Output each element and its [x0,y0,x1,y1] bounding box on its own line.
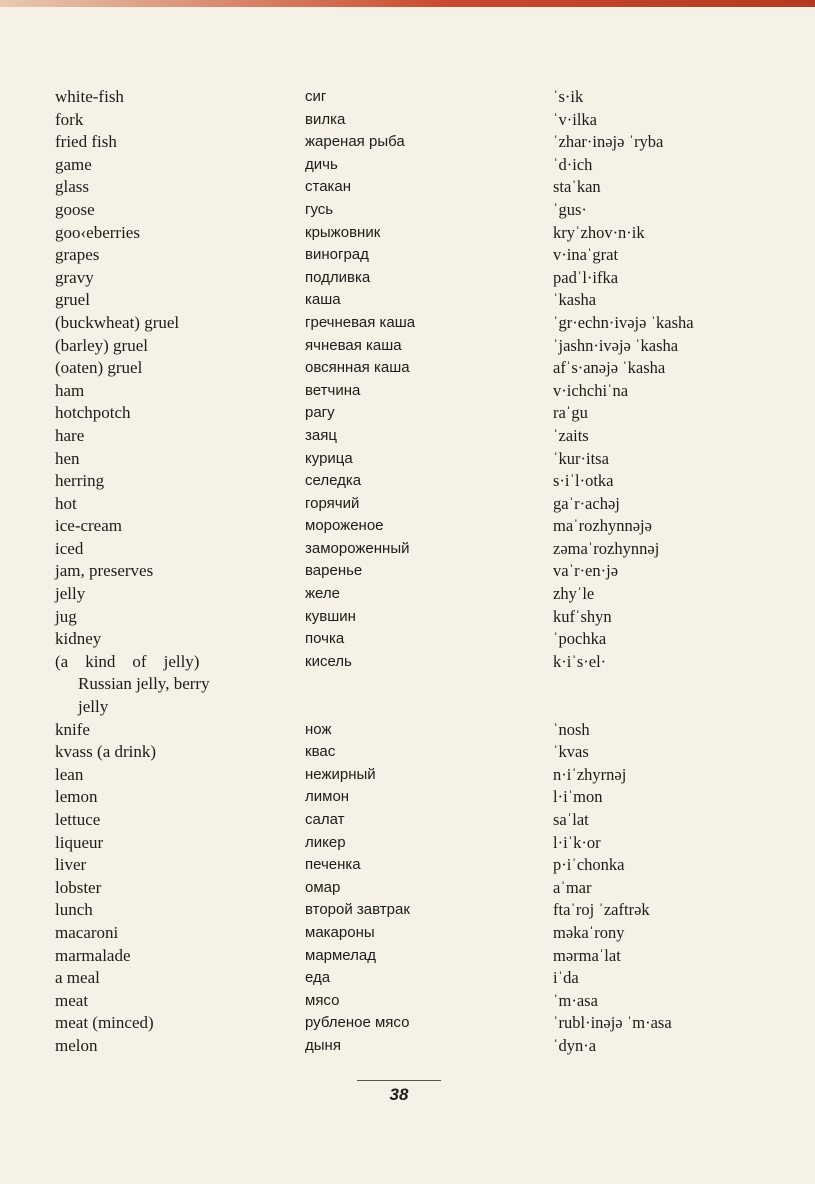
english-word: macaroni [55,922,119,942]
russian-word: гречневая каша [305,313,416,331]
russian-word: курица [305,449,353,467]
transliteration: məkaˈrony [553,922,625,942]
english-word: hot [55,493,77,513]
transliteration: iˈda [553,968,579,988]
english-word: jam, preserves [55,561,154,581]
english-word: jug [55,606,77,626]
english-word: ice-cream [55,516,122,536]
russian-word: мармелад [305,946,377,964]
english-word: marmalade [55,945,131,965]
russian-word: стакан [305,178,352,196]
transliteration: ˈzhar·inəjə ˈryba [553,132,664,152]
english-word: kvass (a drink) [55,742,157,762]
entry-row [0,990,815,1013]
russian-word: мясо [305,991,340,1009]
english-word: melon [55,1035,98,1055]
transliteration: l·iˈmon [553,787,603,807]
entry-row [0,1012,815,1035]
entry-row [0,176,815,199]
entry-row-continuation [0,673,815,696]
russian-word: печенка [305,856,361,874]
russian-word: рубленое мясо [305,1014,410,1032]
transliteration: s·iˈl·otka [553,471,614,491]
english-word: fried fish [55,132,117,152]
transliteration: ˈs·ik [553,87,584,106]
english-word: lean [55,764,84,784]
russian-word: второй завтрак [305,901,410,919]
transliteration: ˈnosh [553,719,590,739]
english-word: white-fish [55,87,124,106]
entry-row [0,335,815,358]
entry-row [0,899,815,922]
english-word: meat (minced) [55,1013,154,1033]
english-word: fork [55,109,84,129]
transliteration: afˈs·anəjə ˈkasha [553,358,666,378]
entry-row [0,719,815,742]
entry-row-continuation [0,696,815,719]
english-word: hotchpotch [55,403,131,423]
russian-word: дичь [305,155,338,173]
transliteration: kryˈzhov·n·ik [553,222,645,242]
russian-word: каша [305,291,341,309]
russian-word: лимон [305,788,350,806]
russian-word: нож [305,720,332,738]
transliteration: v·ichchiˈna [553,380,629,400]
entry-row [0,538,815,561]
russian-word: варенье [305,562,363,580]
english-word: knife [55,719,90,739]
transliteration: vaˈr·en·jə [553,561,619,581]
english-word: jelly [78,697,109,717]
russian-word: кувшин [305,607,356,625]
english-word: hen [55,448,80,468]
english-word: ham [55,380,85,400]
english-word: (buckwheat) gruel [55,312,180,332]
transliteration: ˈdyn·a [553,1035,597,1055]
russian-word: салат [305,811,345,828]
entry-row [0,312,815,335]
russian-word: подливка [305,268,371,286]
english-word: hare [55,425,85,445]
english-word: grapes [55,245,100,265]
english-word: herring [55,471,105,491]
entry-row [0,651,815,674]
transliteration: zhyˈle [553,584,595,604]
entry-row [0,154,815,177]
english-word: jelly [55,584,86,604]
entry-row [0,425,815,448]
english-word: lobster [55,877,102,897]
english-word: game [55,154,92,174]
english-word: lunch [55,900,93,920]
english-word: goose [55,199,95,219]
english-word: glass [55,177,89,197]
russian-word: виноград [305,246,369,264]
russian-word: ячневая каша [305,336,402,354]
english-word: (a kind of jelly) [55,651,200,671]
transliteration: maˈrozhynnəjə [553,516,652,536]
russian-word: макароны [305,923,375,941]
transliteration: ˈkasha [553,290,597,310]
russian-word: кисель [305,652,352,670]
transliteration: ftaˈroj ˈzaftrək [553,900,650,920]
english-word: lemon [55,787,98,807]
transliteration: ˈgr·echn·ivəjə ˈkasha [553,312,694,332]
english-word: liqueur [55,832,104,852]
transliteration: raˈgu [553,403,588,423]
english-word: lettuce [55,810,101,829]
page-number: 38 [389,1085,409,1104]
russian-word: заяц [305,426,337,444]
transliteration: gaˈr·achəj [553,493,620,513]
english-word: liver [55,855,87,875]
transliteration: ˈgus· [553,199,587,219]
entry-row [0,222,815,245]
transliteration: ˈkur·itsa [553,448,609,468]
entry-row [0,764,815,787]
entry-row [0,628,815,651]
russian-word: селедка [305,472,362,490]
entry-row [0,493,815,516]
transliteration: kufˈshyn [553,606,612,626]
russian-word: мороженое [305,517,384,535]
entry-row [0,289,815,312]
english-word: iced [55,538,84,558]
entry-row [0,854,815,877]
transliteration: ˈzaits [553,425,589,445]
russian-word: ветчина [305,381,361,399]
transliteration: ˈkvas [553,742,589,762]
entry-row [0,244,815,267]
russian-word: омар [305,878,341,896]
transliteration: staˈkan [553,177,601,197]
transliteration: p·iˈchonka [553,855,625,875]
russian-word: еда [305,969,331,987]
transliteration: v·inaˈgrat [553,245,619,265]
russian-word: гусь [305,200,334,218]
transliteration: ˈd·ich [553,154,593,174]
english-word: (oaten) gruel [55,358,143,378]
russian-word: квас [305,743,336,761]
russian-word: желе [305,585,340,603]
entry-row [0,877,815,900]
entry-row [0,832,815,855]
russian-word: овсянная каша [305,359,410,377]
russian-word: рагу [305,404,335,422]
russian-word: дыня [305,1036,341,1054]
transliteration: n·iˈzhyrnəj [553,764,627,784]
entry-row [0,606,815,629]
entry-row [0,380,815,403]
entry-row [0,448,815,471]
transliteration: mərmaˈlat [553,945,621,965]
entry-row [0,741,815,764]
russian-word: замороженный [305,539,410,557]
vocabulary-list [0,86,815,1058]
entry-row [0,809,815,832]
transliteration: k·iˈs·el· [553,651,607,671]
english-word: a meal [55,968,100,988]
english-word: goo‹eberries [55,222,140,242]
entry-row [0,357,815,380]
transliteration: ˈjashn·ivəjə ˈkasha [553,335,679,355]
transliteration: ˈrubl·inəjə ˈm·asa [553,1013,672,1033]
english-word: kidney [55,629,102,649]
transliteration: ˈpochka [553,629,607,649]
russian-word: ликер [305,833,346,851]
entry-row [0,402,815,425]
entry-row [0,967,815,990]
entry-row [0,515,815,538]
russian-word: почка [305,630,345,648]
entry-row [0,109,815,132]
entry-row [0,86,815,109]
english-word: meat [55,990,89,1010]
entry-row [0,786,815,809]
transliteration: zəmaˈrozhynnəj [553,538,660,558]
entry-row [0,922,815,945]
transliteration: ˈm·asa [553,990,598,1010]
russian-word: жареная рыба [305,133,405,151]
russian-word: крыжовник [305,223,381,241]
entry-row [0,945,815,968]
entry-row [0,199,815,222]
transliteration: saˈlat [553,810,589,829]
page-top-edge [0,0,815,7]
entry-row [0,267,815,290]
transliteration: padˈl·ifka [553,267,619,287]
russian-word: нежирный [305,765,376,783]
transliteration: l·iˈk·or [553,832,601,852]
english-word: gruel [55,290,90,310]
entry-row [0,1035,815,1058]
page-number-rule [357,1080,441,1081]
russian-word: сиг [305,88,327,105]
english-word: gravy [55,267,94,287]
transliteration: aˈmar [553,877,592,897]
english-word: Russian jelly, berry [78,674,210,694]
english-word: (barley) gruel [55,335,148,355]
russian-word: вилка [305,110,346,128]
transliteration: ˈv·ilka [553,109,597,129]
entry-row [0,583,815,606]
entry-row [0,470,815,493]
russian-word: горячий [305,494,360,512]
entry-row [0,131,815,154]
entry-row [0,560,815,583]
